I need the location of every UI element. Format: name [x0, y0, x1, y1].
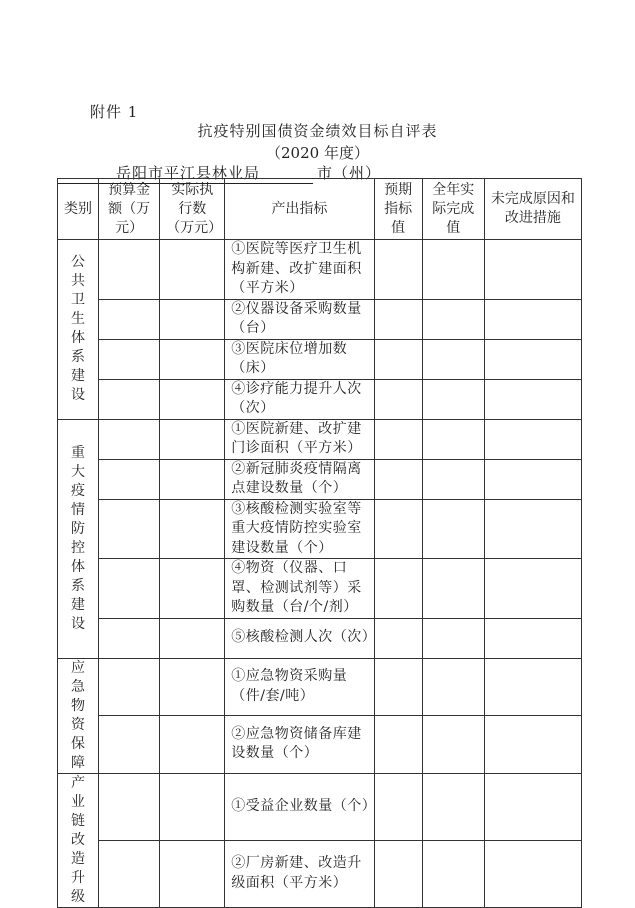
actual-cell	[160, 299, 225, 339]
col-header-completed: 全年实际完成值	[422, 179, 484, 240]
budget-cell	[99, 419, 160, 459]
unit-suffix: 市（州）	[317, 164, 382, 182]
completed-value-cell	[422, 299, 484, 339]
table-row	[58, 240, 582, 300]
self-evaluation-table	[57, 178, 582, 908]
expected-value-cell	[374, 840, 422, 907]
expected-value-cell	[374, 559, 422, 619]
actual-cell	[160, 459, 225, 499]
table-row	[58, 499, 582, 559]
expected-value-cell	[374, 618, 422, 658]
reason-cell	[484, 840, 581, 907]
indicator-cell: ①医院等医疗卫生机构新建、改扩建面积（平方米）	[225, 240, 374, 300]
budget-cell	[99, 459, 160, 499]
col-header-category: 类别	[58, 179, 99, 240]
expected-value-cell	[374, 339, 422, 379]
reason-cell	[484, 716, 581, 774]
actual-cell	[160, 339, 225, 379]
table-row	[58, 658, 582, 716]
completed-value-cell	[422, 379, 484, 419]
attachment-label: 附件 1	[90, 103, 139, 121]
budget-cell	[99, 499, 160, 559]
actual-cell	[160, 559, 225, 619]
actual-cell	[160, 499, 225, 559]
completed-value-cell	[422, 618, 484, 658]
budget-cell	[99, 339, 160, 379]
completed-value-cell	[422, 658, 484, 716]
budget-cell	[99, 618, 160, 658]
completed-value-cell	[422, 716, 484, 774]
expected-value-cell	[374, 379, 422, 419]
indicator-cell: ⑤核酸检测人次（次）	[225, 618, 374, 658]
reason-cell	[484, 459, 581, 499]
completed-value-cell	[422, 559, 484, 619]
indicator-cell: ①医院新建、改扩建门诊面积（平方米）	[225, 419, 374, 459]
table-row	[58, 773, 582, 840]
reason-cell	[484, 339, 581, 379]
completed-value-cell	[422, 773, 484, 840]
unit-name: 岳阳市平江县林业局	[58, 162, 313, 184]
category-cell: 公共卫生体系建设	[58, 240, 99, 420]
completed-value-cell	[422, 499, 484, 559]
indicator-cell: ④物资（仪器、口罩、检测试剂等）采购数量（台/个/剂）	[225, 559, 374, 619]
completed-value-cell	[422, 419, 484, 459]
reason-cell	[484, 559, 581, 619]
expected-value-cell	[374, 240, 422, 300]
category-cell: 产业链改造升级	[58, 773, 99, 907]
completed-value-cell	[422, 240, 484, 300]
table-header-row	[58, 179, 582, 240]
actual-cell	[160, 240, 225, 300]
actual-cell	[160, 840, 225, 907]
indicator-cell: ③核酸检测实验室等重大疫情防控实验室建设数量（个）	[225, 499, 374, 559]
expected-value-cell	[374, 773, 422, 840]
actual-cell	[160, 379, 225, 419]
indicator-cell: ③医院床位增加数（床）	[225, 339, 374, 379]
table-row	[58, 299, 582, 339]
col-header-indicator: 产出指标	[225, 179, 374, 240]
budget-cell	[99, 658, 160, 716]
category-cell: 重大疫情防控体系建设	[58, 419, 99, 658]
expected-value-cell	[374, 459, 422, 499]
reason-cell	[484, 299, 581, 339]
table-row	[58, 459, 582, 499]
expected-value-cell	[374, 716, 422, 774]
indicator-cell: ④诊疗能力提升人次（次）	[225, 379, 374, 419]
actual-cell	[160, 419, 225, 459]
actual-cell	[160, 716, 225, 774]
reason-cell	[484, 618, 581, 658]
col-header-budget: 预算金额（万元）	[99, 179, 160, 240]
actual-cell	[160, 618, 225, 658]
indicator-cell: ②仪器设备采购数量（台）	[225, 299, 374, 339]
table-row	[58, 840, 582, 907]
indicator-cell: ②应急物资储备库建设数量（个）	[225, 716, 374, 774]
actual-cell	[160, 658, 225, 716]
expected-value-cell	[374, 658, 422, 716]
completed-value-cell	[422, 339, 484, 379]
expected-value-cell	[374, 299, 422, 339]
actual-cell	[160, 773, 225, 840]
indicator-cell: ②厂房新建、改造升级面积（平方米）	[225, 840, 374, 907]
budget-cell	[99, 773, 160, 840]
reason-cell	[484, 658, 581, 716]
indicator-cell: ①应急物资采购量（件/套/吨）	[225, 658, 374, 716]
expected-value-cell	[374, 419, 422, 459]
indicator-cell: ②新冠肺炎疫情隔离点建设数量（个）	[225, 459, 374, 499]
table-row	[58, 618, 582, 658]
table-row	[58, 559, 582, 619]
table-row	[58, 379, 582, 419]
budget-cell	[99, 559, 160, 619]
budget-cell	[99, 240, 160, 300]
reason-cell	[484, 499, 581, 559]
col-header-expected: 预期指标值	[374, 179, 422, 240]
budget-cell	[99, 716, 160, 774]
reason-cell	[484, 240, 581, 300]
table-row	[58, 419, 582, 459]
table-row	[58, 716, 582, 774]
expected-value-cell	[374, 499, 422, 559]
col-header-reason: 未完成原因和改进措施	[484, 179, 581, 240]
reason-cell	[484, 379, 581, 419]
table-row	[58, 339, 582, 379]
category-cell: 应急物资保障	[58, 658, 99, 773]
budget-cell	[99, 840, 160, 907]
reason-cell	[484, 773, 581, 840]
document-title: 抗疫特别国债资金绩效目标自评表	[197, 122, 438, 140]
document-year: （2020 年度）	[266, 144, 369, 162]
reason-cell	[484, 419, 581, 459]
completed-value-cell	[422, 840, 484, 907]
col-header-actual: 实际执行数（万元）	[160, 179, 225, 240]
budget-cell	[99, 379, 160, 419]
completed-value-cell	[422, 459, 484, 499]
budget-cell	[99, 299, 160, 339]
indicator-cell: ①受益企业数量（个）	[225, 773, 374, 840]
